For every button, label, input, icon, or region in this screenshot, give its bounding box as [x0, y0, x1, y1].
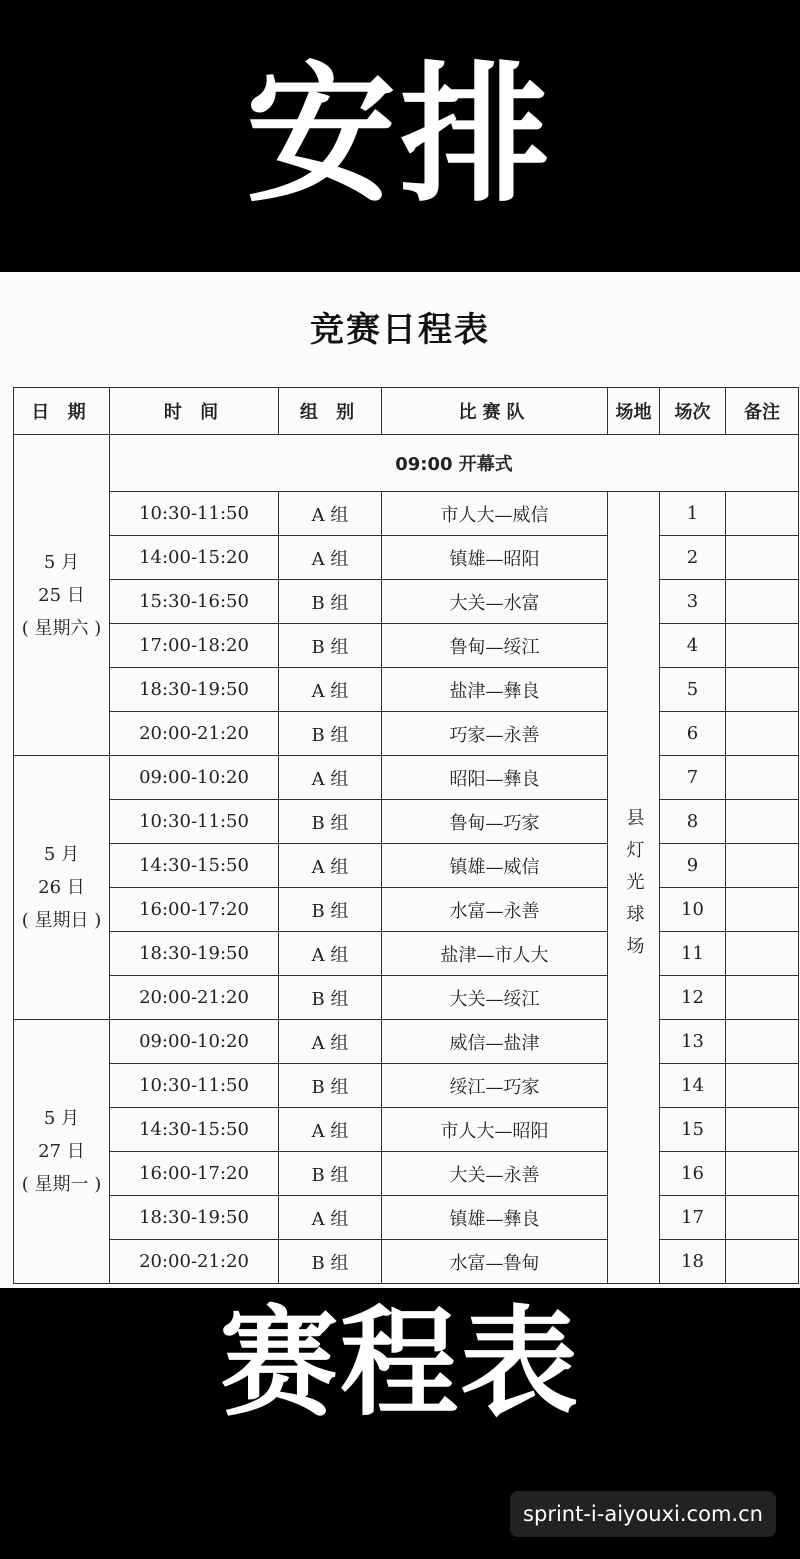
- date-cell: [14, 756, 110, 1020]
- header-teams: 比赛队: [382, 388, 608, 435]
- match-group: B 组: [279, 1064, 382, 1108]
- match-notes: [726, 668, 799, 712]
- match-notes: [726, 1240, 799, 1284]
- header-time: 时 间: [110, 388, 279, 435]
- match-group: A 组: [279, 492, 382, 536]
- match-teams: 市人大—昭阳: [382, 1108, 608, 1152]
- match-group: B 组: [279, 1240, 382, 1284]
- match-notes: [726, 976, 799, 1020]
- match-time: 16:00-17:20: [110, 888, 279, 932]
- match-group: B 组: [279, 888, 382, 932]
- match-notes: [726, 1152, 799, 1196]
- match-number: 17: [660, 1196, 726, 1240]
- match-group: A 组: [279, 536, 382, 580]
- match-notes: [726, 1196, 799, 1240]
- match-notes: [726, 932, 799, 976]
- bottom-banner: [0, 1288, 800, 1559]
- date-line: ( 星期六 ): [21, 617, 102, 639]
- watermark-badge: sprint-i-aiyouxi.com.cn: [510, 1491, 776, 1537]
- match-group: B 组: [279, 976, 382, 1020]
- table-row: [14, 536, 799, 580]
- match-notes: [726, 492, 799, 536]
- match-time: 14:30-15:50: [110, 844, 279, 888]
- match-group: A 组: [279, 1196, 382, 1240]
- match-notes: [726, 580, 799, 624]
- match-notes: [726, 800, 799, 844]
- date-line: ( 星期日 ): [21, 910, 102, 931]
- match-number: 3: [660, 580, 726, 624]
- top-banner-text: 安排: [245, 49, 554, 223]
- match-notes: [726, 1064, 799, 1108]
- table-row: [14, 1064, 799, 1108]
- header-venue: 场地: [608, 388, 660, 435]
- match-teams: 鲁甸—巧家: [382, 800, 608, 844]
- match-number: 15: [660, 1108, 726, 1152]
- opening-ceremony: 09:00 开幕式: [110, 435, 799, 492]
- match-number: 18: [660, 1240, 726, 1284]
- header-row: [14, 388, 799, 435]
- match-number: 9: [660, 844, 726, 888]
- bottom-banner-text: 赛程表: [219, 1294, 580, 1432]
- table-row: [14, 492, 799, 536]
- match-group: B 组: [279, 1152, 382, 1196]
- match-group: B 组: [279, 800, 382, 844]
- schedule-table: [13, 387, 799, 1284]
- match-notes: [726, 536, 799, 580]
- schedule-document: [0, 272, 800, 1288]
- match-group: B 组: [279, 624, 382, 668]
- match-time: 18:30-19:50: [110, 668, 279, 712]
- match-group: A 组: [279, 844, 382, 888]
- match-notes: [726, 1108, 799, 1152]
- match-teams: 盐津—彝良: [382, 668, 608, 712]
- match-notes: [726, 888, 799, 932]
- table-row: [14, 800, 799, 844]
- match-number: 5: [660, 668, 726, 712]
- match-group: B 组: [279, 712, 382, 756]
- date-line: 26 日: [38, 877, 85, 898]
- match-time: 10:30-11:50: [110, 800, 279, 844]
- table-row: [14, 580, 799, 624]
- match-time: 15:30-16:50: [110, 580, 279, 624]
- table-row: [14, 844, 799, 888]
- match-teams: 大关—永善: [382, 1152, 608, 1196]
- table-row: [14, 1020, 799, 1064]
- match-time: 14:30-15:50: [110, 1108, 279, 1152]
- table-row: [14, 756, 799, 800]
- match-notes: [726, 712, 799, 756]
- match-number: 2: [660, 536, 726, 580]
- date-line: 5 月: [43, 1108, 80, 1129]
- match-teams: 绥江—巧家: [382, 1064, 608, 1108]
- match-time: 10:30-11:50: [110, 1064, 279, 1108]
- match-number: 14: [660, 1064, 726, 1108]
- date-cell: [14, 1020, 110, 1284]
- table-row: [14, 1108, 799, 1152]
- match-notes: [726, 844, 799, 888]
- match-number: 7: [660, 756, 726, 800]
- match-teams: 镇雄—昭阳: [382, 536, 608, 580]
- match-number: 16: [660, 1152, 726, 1196]
- table-row: [14, 624, 799, 668]
- header-match-no: 场次: [660, 388, 726, 435]
- match-teams: 镇雄—威信: [382, 844, 608, 888]
- match-time: 20:00-21:20: [110, 976, 279, 1020]
- match-time: 18:30-19:50: [110, 1196, 279, 1240]
- match-time: 17:00-18:20: [110, 624, 279, 668]
- match-time: 14:00-15:20: [110, 536, 279, 580]
- table-row: [14, 976, 799, 1020]
- table-row: [14, 712, 799, 756]
- match-time: 09:00-10:20: [110, 756, 279, 800]
- match-group: A 组: [279, 1108, 382, 1152]
- header-group: 组 别: [279, 388, 382, 435]
- date-line: 27 日: [38, 1141, 85, 1162]
- table-row: [14, 1152, 799, 1196]
- match-teams: 大关—绥江: [382, 976, 608, 1020]
- document-title: 竞赛日程表: [310, 310, 490, 350]
- match-notes: [726, 1020, 799, 1064]
- date-line: 5 月: [43, 844, 80, 865]
- header-notes: 备注: [726, 388, 799, 435]
- match-teams: 昭阳—彝良: [382, 756, 608, 800]
- table-row: [14, 668, 799, 712]
- table-row: [14, 1196, 799, 1240]
- table-row: [14, 888, 799, 932]
- match-number: 6: [660, 712, 726, 756]
- match-number: 11: [660, 932, 726, 976]
- match-time: 16:00-17:20: [110, 1152, 279, 1196]
- match-notes: [726, 756, 799, 800]
- top-banner: [0, 0, 800, 272]
- match-number: 10: [660, 888, 726, 932]
- match-group: B 组: [279, 580, 382, 624]
- match-group: A 组: [279, 1020, 382, 1064]
- match-teams: 镇雄—彝良: [382, 1196, 608, 1240]
- match-teams: 巧家—永善: [382, 712, 608, 756]
- date-line: ( 星期一 ): [21, 1174, 102, 1195]
- match-teams: 水富—永善: [382, 888, 608, 932]
- date-cell: [14, 435, 110, 756]
- match-teams: 鲁甸—绥江: [382, 624, 608, 668]
- match-number: 1: [660, 492, 726, 536]
- match-group: A 组: [279, 932, 382, 976]
- table-row: [14, 932, 799, 976]
- match-group: A 组: [279, 756, 382, 800]
- match-number: 4: [660, 624, 726, 668]
- date-line: 5 月: [43, 551, 80, 573]
- match-time: 10:30-11:50: [110, 492, 279, 536]
- match-teams: 市人大—威信: [382, 492, 608, 536]
- match-notes: [726, 624, 799, 668]
- header-date: 日 期: [14, 388, 110, 435]
- match-time: 20:00-21:20: [110, 712, 279, 756]
- opening-row: [14, 435, 799, 492]
- venue-cell: 县灯光球场: [608, 492, 660, 1284]
- match-time: 09:00-10:20: [110, 1020, 279, 1064]
- match-teams: 大关—水富: [382, 580, 608, 624]
- match-teams: 盐津—市人大: [382, 932, 608, 976]
- match-number: 8: [660, 800, 726, 844]
- match-number: 13: [660, 1020, 726, 1064]
- date-line: 25 日: [38, 584, 85, 606]
- match-teams: 水富—鲁甸: [382, 1240, 608, 1284]
- match-number: 12: [660, 976, 726, 1020]
- match-time: 20:00-21:20: [110, 1240, 279, 1284]
- match-group: A 组: [279, 668, 382, 712]
- match-time: 18:30-19:50: [110, 932, 279, 976]
- match-teams: 威信—盐津: [382, 1020, 608, 1064]
